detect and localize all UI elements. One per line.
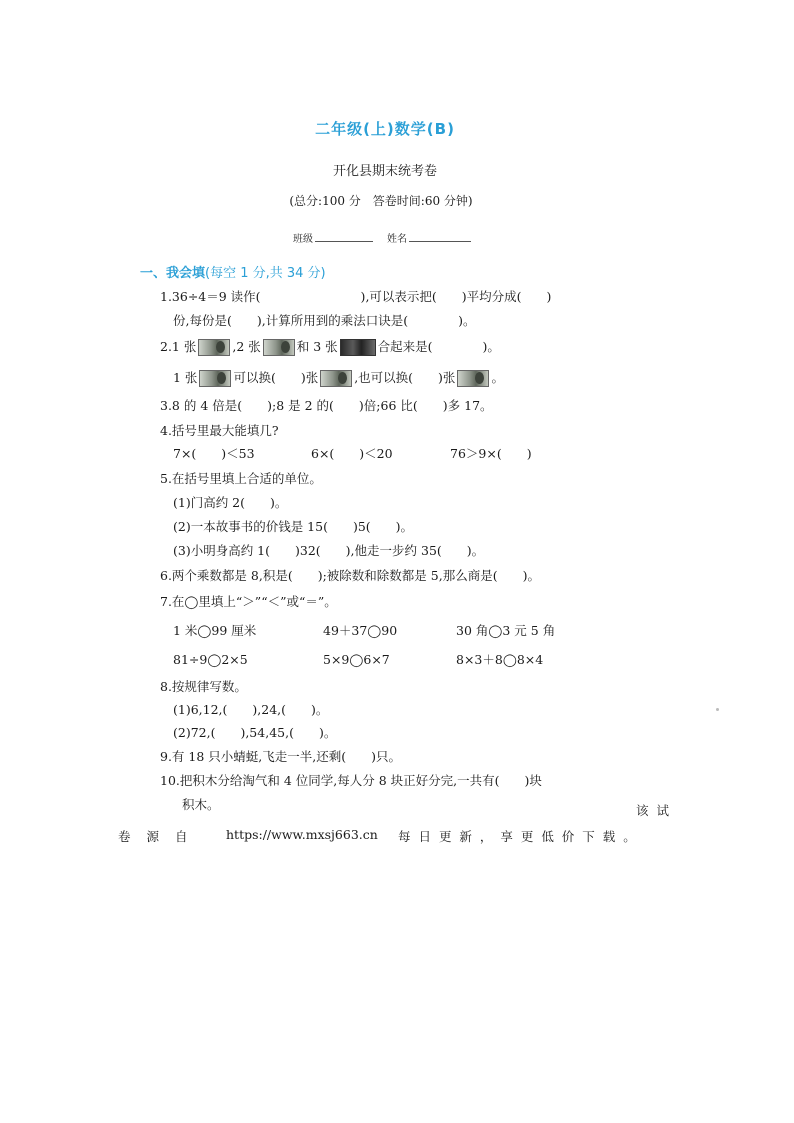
question-7-row-1-item-1: 1 米◯99 厘米: [173, 623, 257, 638]
question-7-row-2-item-2: 5×9◯6×7: [323, 652, 390, 667]
question-3: 3.8 的 4 倍是( );8 是 2 的( )倍;66 比( )多 17。: [160, 398, 493, 413]
question-2-line-2: [173, 370, 504, 387]
question-7-row-2-item-1: 81÷9◯2×5: [173, 652, 248, 667]
question-8-sub-1: (1)6,12,( ),24,( )。: [173, 702, 329, 717]
q2-text-c: 和 3 张: [296, 339, 338, 354]
section-title: 一、我会填: [140, 266, 206, 281]
q2-text-h: 。: [491, 370, 504, 385]
question-5-sub-3: (3)小明身高约 1( )32( ),他走一步约 35( )。: [173, 543, 485, 558]
banknote-icon: [199, 370, 231, 387]
page-title: 二年级(上)数学(B): [315, 120, 455, 138]
question-4-item-2: 6×( )＜20: [311, 446, 393, 461]
banknote-icon: [457, 370, 489, 387]
question-6: 6.两个乘数都是 8,积是( );被除数和除数都是 5,那么商是( )。: [160, 568, 540, 583]
watermark-url[interactable]: https://www.mxsj663.cn: [226, 827, 378, 842]
watermark-tail: 每 日 更 新 ， 享 更 低 价 下 载 。: [398, 829, 638, 844]
banknote-dark-icon: [340, 339, 376, 356]
question-10-line-2: 积木。: [182, 797, 220, 812]
question-5-sub-2: (2)一本故事书的价钱是 15( )5( )。: [173, 519, 414, 534]
question-5-sub-1: (1)门高约 2( )。: [173, 495, 288, 510]
banknote-icon: [320, 370, 352, 387]
question-5: 5.在括号里填上合适的单位。: [160, 471, 322, 486]
name-label: 姓名: [387, 234, 407, 245]
scan-speck: [716, 708, 719, 711]
name-blank[interactable]: [409, 231, 471, 242]
watermark-right: 该试: [636, 803, 678, 818]
student-info-line: [293, 230, 471, 245]
question-8: 8.按规律写数。: [160, 679, 247, 694]
question-9: 9.有 18 只小蜻蜓,飞走一半,还剩( )只。: [160, 749, 401, 764]
q2-text-d: 合起来是( )。: [377, 339, 500, 354]
section-score: (每空 1 分,共 34 分): [205, 266, 326, 281]
q2-text-f: 可以换( )张: [233, 370, 319, 385]
q2-text-b: ,2 张: [232, 339, 261, 354]
question-10-line-1: 10.把积木分给淘气和 4 位同学,每人分 8 块正好分完,一共有( )块: [160, 773, 542, 788]
question-2-line-1: [160, 339, 500, 356]
banknote-icon: [263, 339, 295, 356]
q2-text-g: ,也可以换( )张: [354, 370, 456, 385]
q2-text-e: 1 张: [173, 370, 198, 385]
question-7-row-1-item-2: 49＋37◯90: [323, 623, 398, 638]
question-4-item-3: 76＞9×( ): [450, 446, 532, 461]
class-blank[interactable]: [315, 231, 373, 242]
question-7: 7.在◯里填上“＞”“＜”或“＝”。: [160, 594, 337, 609]
section-heading: [140, 262, 326, 281]
question-1-line-1: 1.36÷4＝9 读作( ),可以表示把( )平均分成( ): [160, 289, 552, 304]
banknote-icon: [198, 339, 230, 356]
q2-text-a: 2.1 张: [160, 339, 197, 354]
question-7-row-1-item-3: 30 角◯3 元 5 角: [456, 623, 556, 638]
question-7-row-2-item-3: 8×3＋8◯8×4: [456, 652, 544, 667]
question-1-line-2: 份,每份是( ),计算所用到的乘法口诀是( )。: [173, 313, 476, 328]
class-label: 班级: [293, 234, 313, 245]
exam-note: (总分:100 分 答卷时间:60 分钟): [289, 194, 473, 208]
watermark-left: 卷 源 自: [118, 829, 194, 844]
question-4: 4.括号里最大能填几?: [160, 423, 279, 438]
question-8-sub-2: (2)72,( ),54,45,( )。: [173, 725, 337, 740]
question-4-item-1: 7×( )＜53: [173, 446, 255, 461]
exam-subtitle: 开化县期末统考卷: [332, 164, 437, 179]
